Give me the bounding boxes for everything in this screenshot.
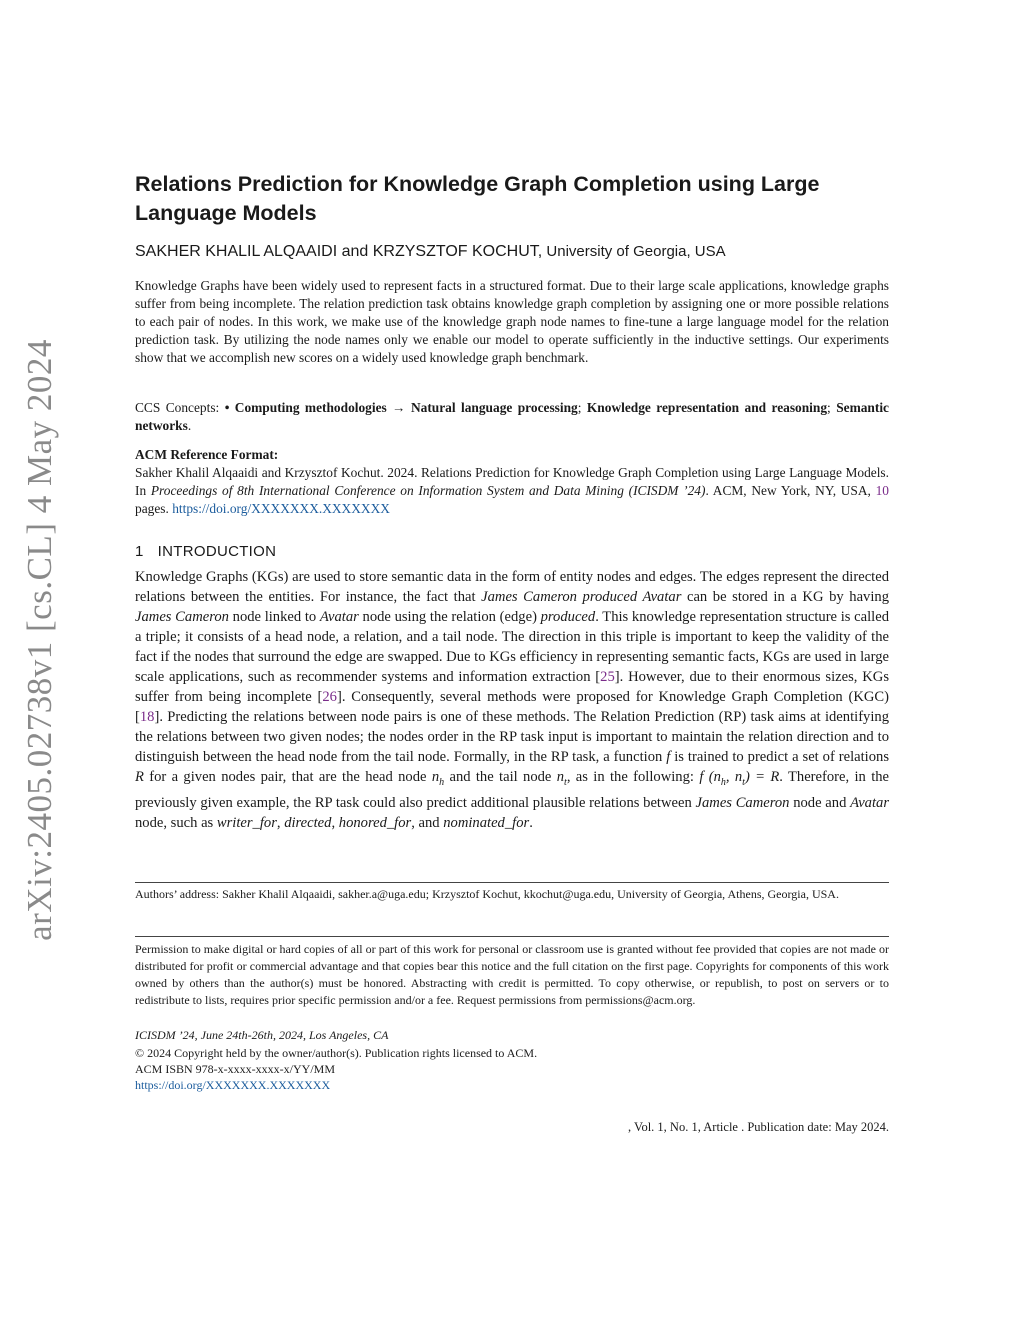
doi-link[interactable]: https://doi.org/XXXXXXX.XXXXXXX — [172, 501, 390, 516]
permission-notice: Permission to make digital or hard copies of all or part of this work for personal or classroom use is granted without fee provided that copies are not made or distributed for profit or commercial advantage and that copies bear this notice and the full citation on the first page. Copyrights for components of this work owned by others than the author(s) must be honored. Abstracting with credit is permitted. To copy otherwise, or republish, to post on servers or to redistribute to lists, requires prior specific permission and/or a fee. Request permissions from permissions@acm.org. — [135, 942, 889, 1007]
permission-divider — [135, 936, 889, 937]
isbn: ACM ISBN 978-x-xxxx-xxxx-x/YY/MM — [135, 1062, 336, 1076]
doi-footer-link[interactable]: https://doi.org/XXXXXXX.XXXXXXX — [135, 1078, 331, 1092]
footnote-divider — [135, 882, 889, 883]
acm-reference-heading: ACM Reference Format: — [135, 447, 279, 462]
citation-link[interactable]: 18 — [139, 709, 155, 725]
acm-reference-text: Sakher Khalil Alqaaidi and Krzysztof Kochut. 2024. Relations Prediction for Knowledge Graph Completion using Large Language Models. In Proceedings of 8th International Conference on Information System and Data Mining (ICISDM ’24). ACM, New York, NY, USA, 10 pages. https://doi.org/XXXXXXX.XXXXXXX — [135, 465, 889, 516]
citation-link[interactable]: 26 — [322, 689, 337, 705]
copyright-notice: © 2024 Copyright held by the owner/author(s). Publication rights licensed to ACM. — [135, 1046, 538, 1060]
abstract: Knowledge Graphs have been widely used to represent facts in a structured format. Due to their large scale applications, knowledge graphs suffer from being incomplete. The relation prediction task obtains knowledge graph completion by assigning one or more possible relations to each pair of nodes. In this work, we make use of the knowledge graph node names to fine-tune a large language model for the relation prediction task. By utilizing the node names only we enable our model to operate sufficiently in the inductive settings. Our experiments show that we accomplish new scores on a widely used knowledge graph benchmark. — [135, 278, 889, 365]
pages-link[interactable]: 10 — [875, 483, 889, 498]
citation-link[interactable]: 25 — [600, 669, 615, 685]
author-line — [135, 243, 889, 261]
conference-info: ICISDM ’24, June 24th-26th, 2024, Los Angeles, CA — [135, 1028, 389, 1042]
paper-title: Relations Prediction for Knowledge Graph Completion using Large Language Models — [135, 172, 820, 225]
arxiv-identifier: arXiv:2405.02738v1 [cs.CL] 4 May 2024 — [20, 339, 59, 941]
author-affiliation: University of Georgia, USA — [542, 243, 726, 260]
section-heading-introduction: 1 INTRODUCTION — [135, 543, 277, 560]
authors-address: Authors’ address: Sakher Khalil Alqaaidi, sakher.a@uga.edu; Krzysztof Kochut, kkochut@uga.edu, University of Georgia, Athens, Georgia, USA. — [135, 887, 839, 901]
arxiv-sidebar — [10, 339, 70, 941]
running-footer: , Vol. 1, No. 1, Article . Publication date: May 2024. — [628, 1120, 889, 1134]
ccs-concepts: CCS Concepts: • Computing methodologies → Natural language processing; Knowledge representation and reasoning; Semantic networks. — [135, 400, 889, 433]
author-names: SAKHER KHALIL ALQAAIDI and KRZYSZTOF KOCHUT, — [135, 243, 543, 260]
introduction-paragraph: Knowledge Graphs (KGs) are used to store semantic data in the form of entity nodes and edges. The edges represent the directed relations between the entities. For instance, the fact that James Cameron produced Avatar can be stored in a KG by having James Cameron node linked to Avatar node using the relation (edge) produced. This knowledge representation structure is called a triple; it consists of a head node, a relation, and a tail node. The direction in this triple is important to keep the validity of the fact if the nodes that surround the edge are swapped. Due to KGs efficiency in representing semantic facts, KGs are used in large scale applications, such as recommender systems and information extraction [25]. However, due to their enormous sizes, KGs suffer from being incomplete [26]. Consequently, several methods were proposed for Knowledge Graph Completion (KGC) [18]. Predicting the relations between node pairs is one of these methods. The Relation Prediction (RP) task aims at identifying the relations between two given nodes; the nodes order in the RP task input is important to maintain the relation direction and to distinguish between the head node from the tail node. Formally, in the RP task, a function f is trained to predict a set of relations R for a given nodes pair, that are the head node $n_h$ and the tail node $n_t$, as in the following: f ($n_h$, $n_t) = R$. Therefore, in the previously given example, the RP task could also predict additional plausible relations between James Cameron node and Avatar node, such as writer_for, directed, honored_for, and nominated_for. — [135, 569, 890, 831]
